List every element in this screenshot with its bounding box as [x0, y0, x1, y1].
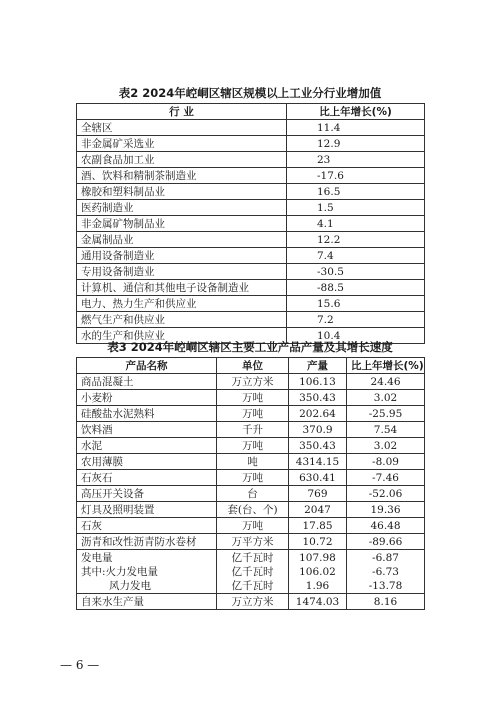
table3-power-group [77, 550, 425, 610]
table-row [77, 454, 425, 470]
power-value-wind: 1.96 [305, 579, 330, 592]
industry-name: 专用设备制造业 [77, 264, 287, 280]
water-unit: 万立方米 [217, 594, 289, 610]
table-row [77, 152, 425, 168]
table-row [77, 534, 425, 550]
table3-caption: 表3 2024年崆峒区辖区主要工业产品产量及其增长速度 [107, 340, 393, 354]
water-name: 自来水生产量 [77, 594, 217, 610]
product-growth: -8.09 [347, 454, 425, 470]
growth-value: 16.5 [287, 184, 425, 200]
product-growth: -25.95 [347, 406, 425, 422]
growth-value: 11.4 [287, 120, 425, 136]
product-growth: -89.66 [347, 534, 425, 550]
product-output: 202.64 [289, 406, 347, 422]
industry-name: 水的生产和供应业 [77, 328, 287, 344]
table-row [77, 168, 425, 184]
power-name-wind: 风力发电 [109, 579, 151, 592]
table3-header-unit: 单位 [217, 358, 289, 374]
page-number: — 6 — [60, 658, 100, 672]
industry-name: 通用设备制造业 [77, 248, 287, 264]
table-row [77, 406, 425, 422]
product-growth: 46.48 [347, 518, 425, 534]
industry-name: 非金属矿物制品业 [77, 216, 287, 232]
product-unit: 万平方米 [217, 534, 289, 550]
industry-name: 农副食品加工业 [77, 152, 287, 168]
product-growth: 24.46 [347, 374, 425, 390]
product-unit: 万立方米 [217, 374, 289, 390]
growth-value: 4.1 [287, 216, 425, 232]
table-row [77, 470, 425, 486]
product-output: 2047 [289, 502, 347, 518]
product-name: 水泥 [77, 438, 217, 454]
growth-value: 15.6 [287, 296, 425, 312]
power-unit-thermal: 亿千瓦时 [231, 565, 274, 578]
product-output: 17.85 [289, 518, 347, 534]
product-name: 石灰 [77, 518, 217, 534]
power-unit-wind: 亿千瓦时 [231, 579, 274, 592]
table-row [77, 422, 425, 438]
table2-header-growth: 比上年增长(%) [287, 104, 425, 120]
product-unit: 万吨 [217, 406, 289, 422]
table3-body [77, 374, 425, 550]
growth-value: 23 [287, 152, 425, 168]
product-growth: 3.02 [347, 438, 425, 454]
product-name: 高压开关设备 [77, 486, 217, 502]
product-name: 沥青和改性沥青防水卷材 [77, 534, 217, 550]
table-row [77, 264, 425, 280]
power-values-cell [289, 550, 347, 594]
product-unit: 套(台、个) [217, 502, 289, 518]
product-output: 4314.15 [289, 454, 347, 470]
product-unit: 万吨 [217, 438, 289, 454]
industry-name: 非金属矿采选业 [77, 136, 287, 152]
power-growth-total: -6.87 [372, 551, 399, 564]
growth-value: 12.2 [287, 232, 425, 248]
product-growth: 3.02 [347, 390, 425, 406]
power-growth-cell [347, 550, 425, 594]
product-name: 饮料酒 [77, 422, 217, 438]
water-output: 1474.03 [289, 594, 347, 610]
table-row [77, 296, 425, 312]
table-row [77, 518, 425, 534]
power-value-total: 107.98 [299, 551, 336, 564]
growth-value: 1.5 [287, 200, 425, 216]
power-name-total: 发电量 [81, 551, 113, 564]
growth-value: -30.5 [287, 264, 425, 280]
table-row [77, 312, 425, 328]
product-output: 350.43 [289, 390, 347, 406]
product-name: 小麦粉 [77, 390, 217, 406]
table-row [77, 232, 425, 248]
product-name: 商品混凝土 [77, 374, 217, 390]
product-name: 灯具及照明装置 [77, 502, 217, 518]
table-row [77, 502, 425, 518]
table-row [77, 390, 425, 406]
table2 [76, 103, 425, 344]
product-unit: 台 [217, 486, 289, 502]
product-name: 石灰石 [77, 470, 217, 486]
industry-name: 燃气生产和供应业 [77, 312, 287, 328]
product-growth: 19.36 [347, 502, 425, 518]
table-row [77, 216, 425, 232]
product-growth: -7.46 [347, 470, 425, 486]
industry-name: 电力、热力生产和供应业 [77, 296, 287, 312]
industry-name: 全辖区 [77, 120, 287, 136]
water-growth: 8.16 [347, 594, 425, 610]
industry-name: 橡胶和塑料制品业 [77, 184, 287, 200]
power-growth-thermal: -6.73 [372, 565, 399, 578]
table-row [77, 280, 425, 296]
table2-body [77, 120, 425, 344]
growth-value: 7.2 [287, 312, 425, 328]
industry-name: 酒、饮料和精制茶制造业 [77, 168, 287, 184]
table-row [77, 438, 425, 454]
power-units-cell [217, 550, 289, 594]
table3-header-product: 产品名称 [77, 358, 217, 374]
growth-value: 10.4 [287, 328, 425, 344]
table-row [77, 120, 425, 136]
table3-header-growth: 比上年增长(%) [347, 358, 425, 374]
growth-value: -88.5 [287, 280, 425, 296]
product-growth: 7.54 [347, 422, 425, 438]
growth-value: -17.6 [287, 168, 425, 184]
product-unit: 吨 [217, 454, 289, 470]
industry-name: 金属制品业 [77, 232, 287, 248]
growth-value: 12.9 [287, 136, 425, 152]
product-unit: 万吨 [217, 470, 289, 486]
power-unit-total: 亿千瓦时 [231, 551, 274, 564]
product-output: 106.13 [289, 374, 347, 390]
power-value-thermal: 106.02 [299, 565, 336, 578]
table-row [77, 184, 425, 200]
product-output: 350.43 [289, 438, 347, 454]
table-row [77, 486, 425, 502]
product-output: 769 [289, 486, 347, 502]
table3 [76, 357, 425, 610]
product-name: 硅酸盐水泥熟料 [77, 406, 217, 422]
product-output: 10.72 [289, 534, 347, 550]
table-row [77, 200, 425, 216]
industry-name: 计算机、通信和其他电子设备制造业 [77, 280, 287, 296]
product-unit: 万吨 [217, 390, 289, 406]
product-unit: 千升 [217, 422, 289, 438]
power-growth-wind: -13.78 [368, 579, 403, 592]
table3-header-output: 产量 [289, 358, 347, 374]
power-names-cell [77, 550, 217, 594]
growth-value: 7.4 [287, 248, 425, 264]
table2-caption: 表2 2024年崆峒区辖区规模以上工业分行业增加值 [118, 86, 382, 100]
table-row [77, 136, 425, 152]
industry-name: 医药制造业 [77, 200, 287, 216]
product-output: 370.9 [289, 422, 347, 438]
product-name: 农用薄膜 [77, 454, 217, 470]
product-output: 630.41 [289, 470, 347, 486]
product-growth: -52.06 [347, 486, 425, 502]
table-row [77, 248, 425, 264]
power-name-thermal: 其中:火力发电量 [81, 565, 159, 578]
table-row [77, 594, 425, 610]
table-row [77, 374, 425, 390]
table-row [77, 550, 425, 594]
product-unit: 万吨 [217, 518, 289, 534]
table2-header-industry: 行 业 [77, 104, 287, 120]
